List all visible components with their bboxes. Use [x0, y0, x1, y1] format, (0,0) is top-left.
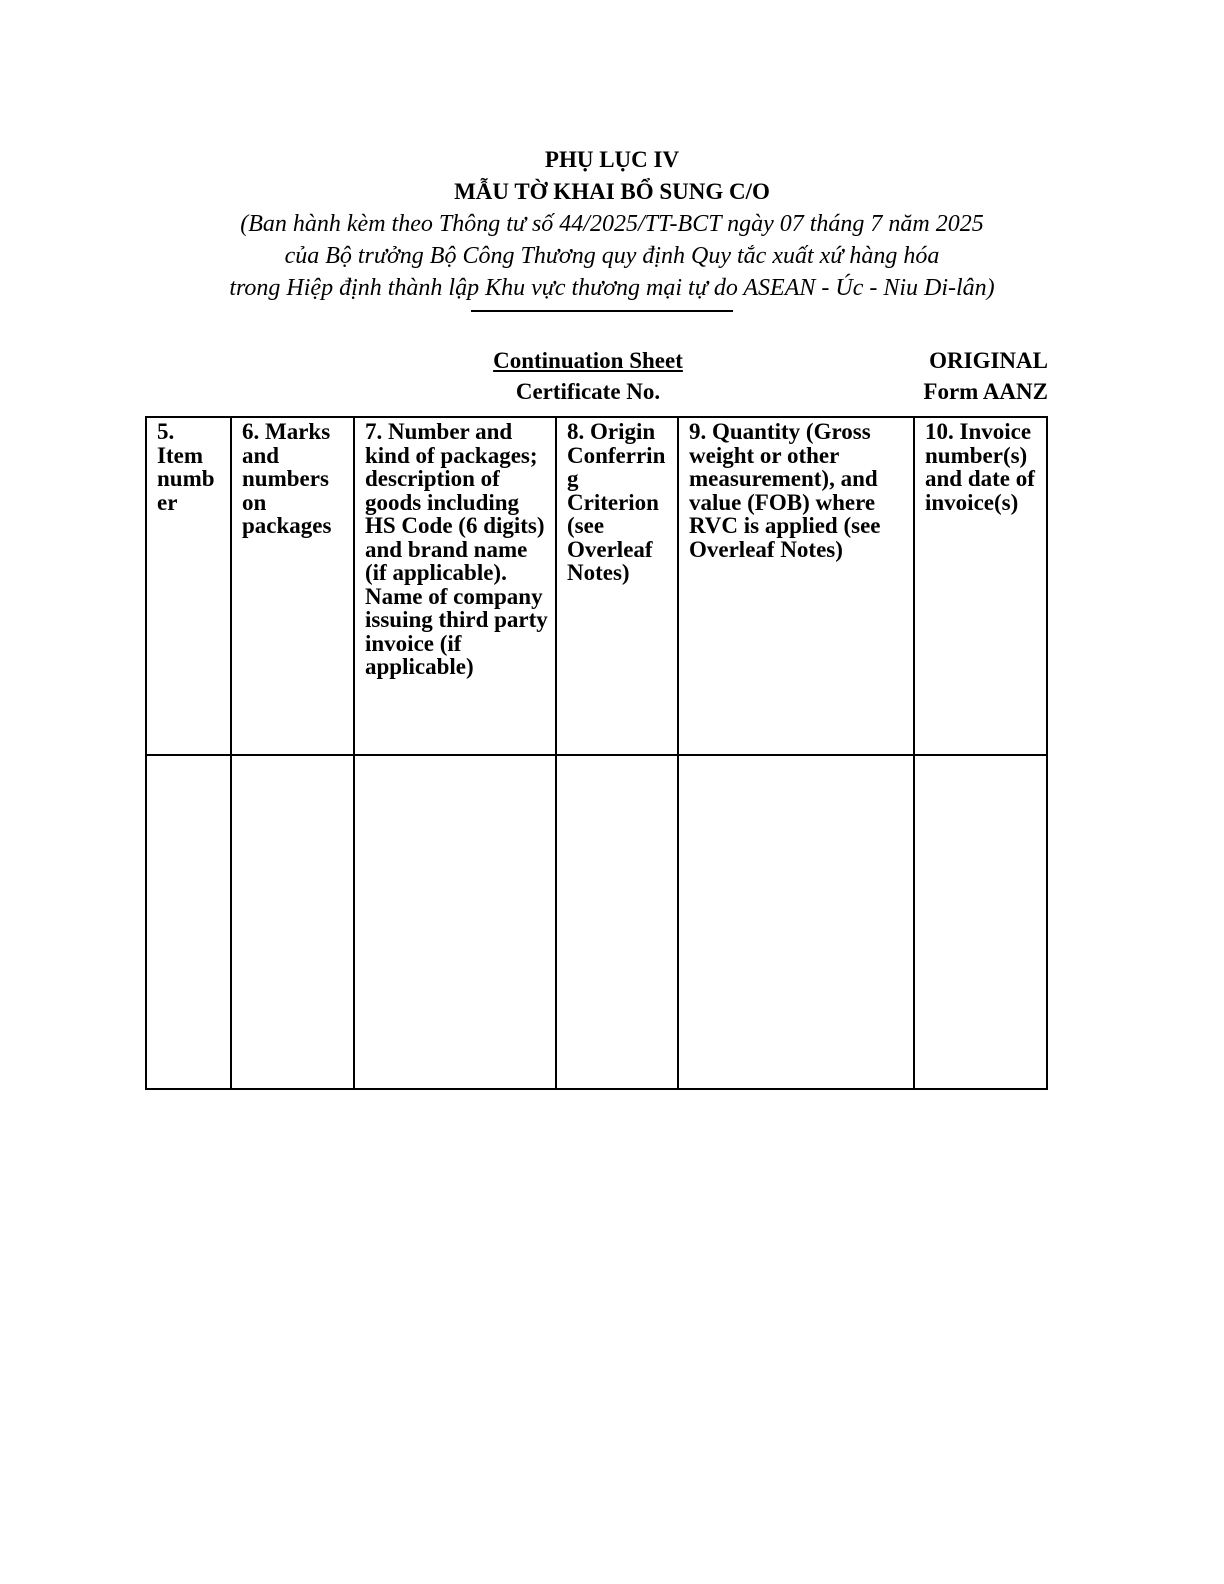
issuance-note-line-1: (Ban hành kèm theo Thông tư số 44/2025/TT-BCT ngày 07 tháng 7 năm 2025 [240, 211, 984, 237]
continuation-sheet-title: Continuation Sheet [493, 348, 683, 373]
header-divider [471, 310, 733, 312]
issuance-note-line-2: của Bộ trưởng Bộ Công Thương quy định Quy tắc xuất xứ hàng hóa [284, 243, 940, 269]
table-row [146, 755, 1047, 1089]
issuance-note-line-3: trong Hiệp định thành lập Khu vực thương mại tự do ASEAN - Úc - Niu Di-lân) [229, 275, 995, 301]
column-header-invoice-number-and-date: 10. Invoice number(s) and date of invoice(s) [914, 417, 1047, 755]
cell-marks-and-numbers[interactable] [231, 755, 354, 1089]
cell-description-of-goods[interactable] [354, 755, 556, 1089]
form-name-label: Form AANZ [923, 379, 1048, 404]
column-header-origin-criterion: 8. Origin Conferring Criterion (see Overleaf Notes) [556, 417, 678, 755]
cell-item-number[interactable] [146, 755, 231, 1089]
certificate-number-label: Certificate No. [515, 379, 661, 404]
column-header-quantity-and-value: 9. Quantity (Gross weight or other measurement), and value (FOB) where RVC is applied (see Overleaf Notes) [678, 417, 914, 755]
table-header-row [146, 417, 1047, 755]
cell-quantity-and-value[interactable] [678, 755, 914, 1089]
column-header-marks-and-numbers: 6. Marks and numbers on packages [231, 417, 354, 755]
column-header-description-of-goods: 7. Number and kind of packages; description of goods including HS Code (6 digits) and brand name (if applicable). Name of company issuing third party invoice (if applicable) [354, 417, 556, 755]
column-header-item-number: 5. Item number [146, 417, 231, 755]
continuation-table [145, 416, 1048, 1090]
original-label: ORIGINAL [929, 348, 1048, 373]
cell-origin-criterion[interactable] [556, 755, 678, 1089]
form-subtitle: MẪU TỜ KHAI BỔ SUNG C/O [454, 179, 770, 204]
cell-invoice-number-and-date[interactable] [914, 755, 1047, 1089]
appendix-title: PHỤ LỤC IV [544, 147, 680, 172]
